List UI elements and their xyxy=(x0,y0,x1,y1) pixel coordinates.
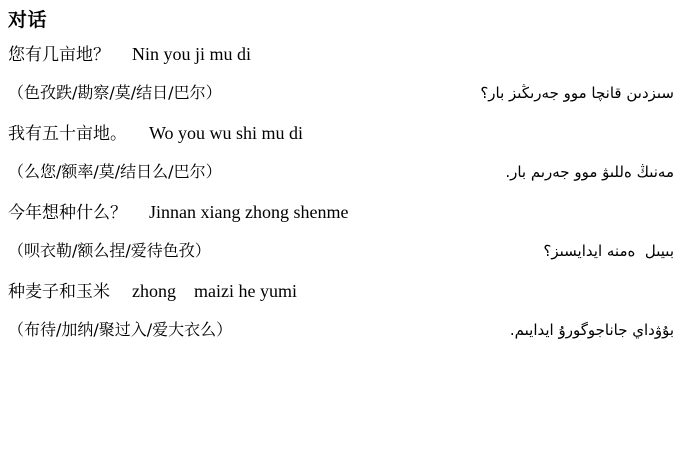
uyghur-text: بۇۋداي جاناجوگورۇ ايدايىم. xyxy=(509,321,674,339)
pinyin-text: Wo you wu shi mu di xyxy=(149,123,304,143)
chinese-text: 今年想种什么？ xyxy=(8,203,127,223)
chinese-text: 我有五十亩地。 xyxy=(8,124,127,144)
chinese-transliteration: （么您/额率/莫/结日么/巴尔） xyxy=(8,162,222,181)
uyghur-text: مەنىڭ ەللىۋ موو جەرىم بار. xyxy=(505,163,674,181)
gloss-line xyxy=(8,237,688,267)
gloss-line xyxy=(8,158,688,188)
uyghur-text: سىزدىن قانچا موو جەرىڭىز بار؟ xyxy=(480,84,674,102)
pinyin-text: Nin you ji mu di xyxy=(132,44,252,64)
dialogue-line xyxy=(8,277,688,307)
dialogue-line xyxy=(8,40,688,70)
page-title: 对话 xyxy=(8,9,48,31)
gloss-line xyxy=(8,316,688,346)
chinese-text: 您有几亩地？ xyxy=(8,45,110,65)
pinyin-text: zhong maizi he yumi xyxy=(132,281,297,301)
chinese-transliteration: （布待/加纳/聚过入/爱大衣么） xyxy=(8,320,233,339)
dialogue-line xyxy=(8,119,688,149)
chinese-text: 种麦子和玉米 xyxy=(8,282,110,302)
chinese-transliteration: （呗衣勒/额么捏/爱待色孜） xyxy=(8,241,211,260)
gloss-line xyxy=(8,79,688,109)
chinese-transliteration: （色孜跌/勘察/莫/结日/巴尔） xyxy=(8,83,222,102)
dialogue-line xyxy=(8,198,688,228)
uyghur-text: بىيىل ەمنە ايدايسىز؟ xyxy=(543,242,674,260)
pinyin-text: Jinnan xiang zhong shenme xyxy=(149,202,349,222)
